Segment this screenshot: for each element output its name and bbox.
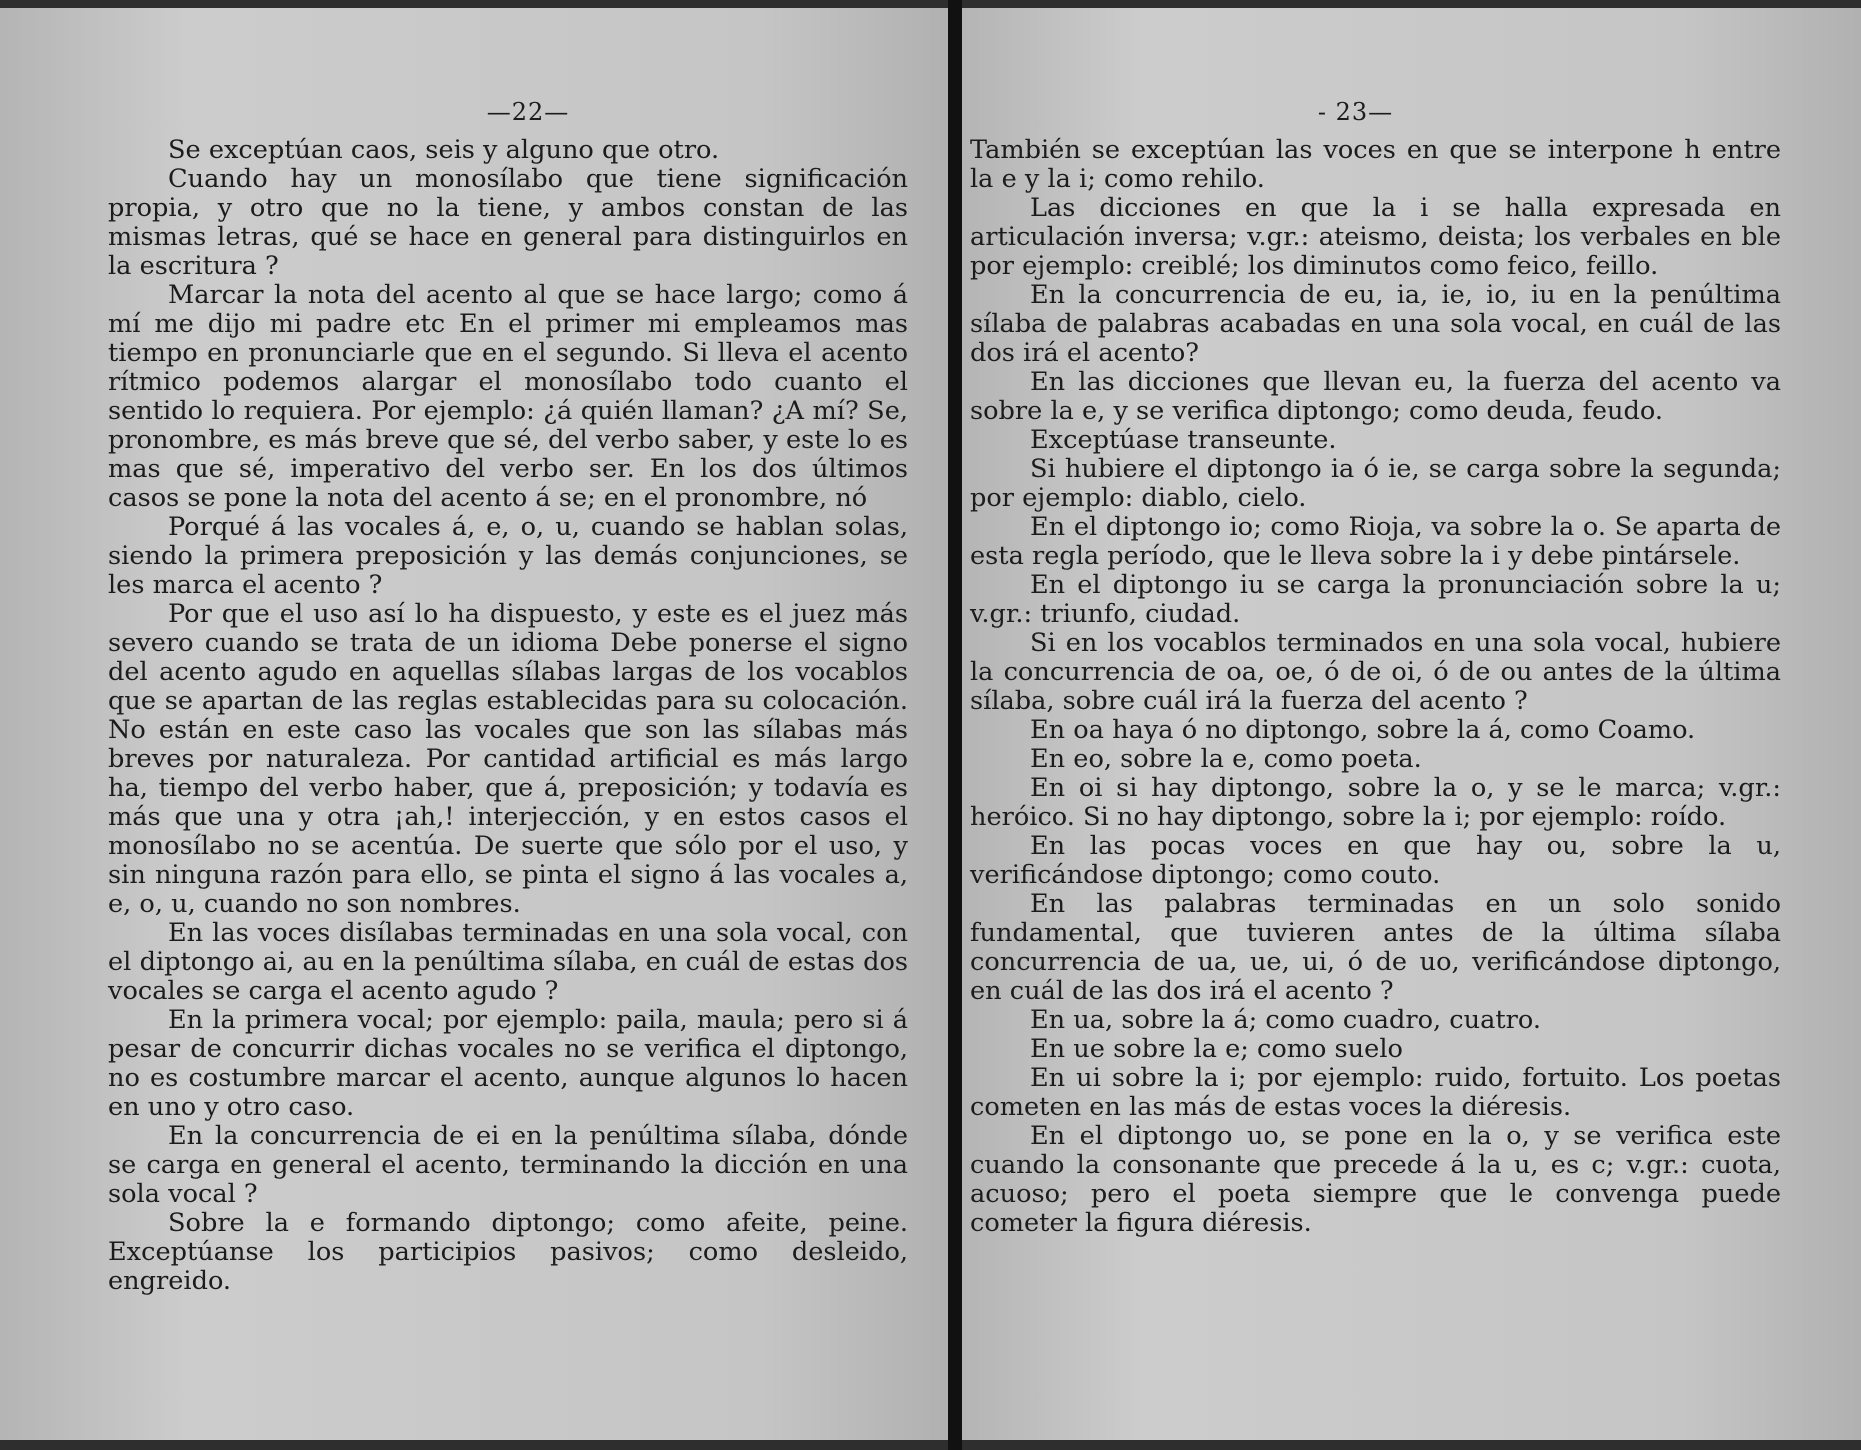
paragraph: En la primera vocal; por ejemplo: paila, maula; pero si á pesar de concurrir dichas vocales no se verifica el diptongo, no es costumbre marcar el acento, aunque algunos lo hacen en uno y otro caso. bbox=[108, 1005, 908, 1122]
paragraph: En el diptongo io; como Rioja, va sobre la o. Se aparta de esta regla período, que le lleva sobre la i y debe pintársele. bbox=[970, 512, 1781, 571]
paragraph: En el diptongo iu se carga la pronunciación sobre la u; v.gr.: triunfo, ciudad. bbox=[970, 570, 1781, 629]
paragraph: En oi si hay diptongo, sobre la o, y se le marca; v.gr.: heróico. Si no hay diptongo, sobre la i; por ejemplo: roído. bbox=[970, 773, 1781, 832]
paragraph: Marcar la nota del acento al que se hace largo; como á mí me dijo mi padre etc En el primer mi empleamos mas tiempo en pronunciarle que en el segundo. Si lleva el acento rítmico podemos alargar el monosílabo todo cuanto el sentido lo requiera. Por ejemplo: ¿á quién llaman? ¿A mí? Se, pronombre, es más breve que sé, del verbo saber, y este lo es mas que sé, imperativo del verbo ser. En los dos últimos casos se pone la nota del acento á se; en el pronombre, nó bbox=[108, 280, 908, 513]
book-gutter bbox=[948, 0, 962, 1450]
paragraph: Las dicciones en que la i se halla expresada en articulación inversa; v.gr.: ateismo, deista; los verbales en ble por ejemplo: creiblé; los diminutos como feico, feillo. bbox=[970, 193, 1781, 281]
right-page bbox=[962, 8, 1861, 1440]
paragraph: En ua, sobre la á; como cuadro, cuatro. bbox=[1030, 1005, 1541, 1035]
paragraph: En las voces disílabas terminadas en una sola vocal, con el diptongo ai, au en la penúltima sílaba, en cuál de estas dos vocales se carga el acento agudo ? bbox=[108, 918, 908, 1006]
paragraph: En las palabras terminadas en un solo sonido fundamental, que tuvieren antes de la última sílaba concurrencia de ua, ue, ui, ó de uo, verificándose diptongo, en cuál de las dos irá el acento ? bbox=[970, 889, 1781, 1006]
paragraph: Se exceptúan caos, seis y alguno que otro. bbox=[168, 135, 720, 165]
paragraph: Porqué á las vocales á, e, o, u, cuando se hablan solas, siendo la primera preposición y las demás conjunciones, se les marca el acento ? bbox=[108, 512, 908, 600]
paragraph: En la concurrencia de ei en la penúltima sílaba, dónde se carga en general el acento, terminando la dicción en una sola vocal ? bbox=[108, 1121, 908, 1209]
paragraph: En la concurrencia de eu, ia, ie, io, iu en la penúltima sílaba de palabras acabadas en una sola vocal, en cuál de las dos irá el acento? bbox=[970, 280, 1781, 368]
paragraph: En ue sobre la e; como suelo bbox=[1030, 1034, 1403, 1064]
paragraph: En oa haya ó no diptongo, sobre la á, como Coamo. bbox=[1030, 715, 1696, 745]
paragraph: En eo, sobre la e, como poeta. bbox=[1030, 744, 1422, 774]
paragraph: Por que el uso así lo ha dispuesto, y este es el juez más severo cuando se trata de un idioma Debe ponerse el signo del acento agudo en aquellas sílabas largas de los vocablos que se apartan de las reglas establecidas para su colocación. No están en este caso las vocales que son las sílabas más breves por naturaleza. Por cantidad artificial es más largo ha, tiempo del verbo haber, que á, preposición; y todavía es más que una y otra ¡ah,! interjección, y en estos casos el monosílabo no se acentúa. De suerte que sólo por el uso, y sin ninguna razón para ello, se pinta el signo á las vocales a, e, o, u, cuando no son nombres. bbox=[108, 599, 908, 919]
paragraph: En ui sobre la i; por ejemplo: ruido, fortuito. Los poetas cometen en las más de estas voces la diéresis. bbox=[970, 1063, 1781, 1122]
page-number: - 23— bbox=[1317, 98, 1394, 126]
paragraph: En las dicciones que llevan eu, la fuerza del acento va sobre la e, y se verifica diptongo; como deuda, feudo. bbox=[970, 367, 1781, 426]
paragraph: Sobre la e formando diptongo; como afeite, peine. Exceptúanse los participios pasivos; como desleido, engreido. bbox=[108, 1208, 908, 1296]
page-number: —22— bbox=[486, 98, 570, 126]
paragraph: Exceptúase transeunte. bbox=[1030, 425, 1337, 455]
left-page bbox=[0, 8, 948, 1440]
paragraph: En el diptongo uo, se pone en la o, y se verifica este cuando la consonante que precede á la u, es c; v.gr.: cuota, acuoso; pero el poeta siempre que le convenga puede cometer la figura diéresis. bbox=[970, 1121, 1781, 1238]
paragraph: En las pocas voces en que hay ou, sobre la u, verificándose diptongo; como couto. bbox=[970, 831, 1781, 890]
paragraph: También se exceptúan las voces en que se interpone h entre la e y la i; como rehilo. bbox=[970, 135, 1781, 194]
paragraph: Si en los vocablos terminados en una sola vocal, hubiere la concurrencia de oa, oe, ó de oi, ó de ou antes de la última sílaba, sobre cuál irá la fuerza del acento ? bbox=[970, 628, 1781, 716]
paragraph: Si hubiere el diptongo ia ó ie, se carga sobre la segunda; por ejemplo: diablo, cielo. bbox=[970, 454, 1781, 513]
paragraph: Cuando hay un monosílabo que tiene significación propia, y otro que no la tiene, y ambos constan de las mismas letras, qué se hace en general para distinguirlos en la escritura ? bbox=[108, 164, 908, 281]
